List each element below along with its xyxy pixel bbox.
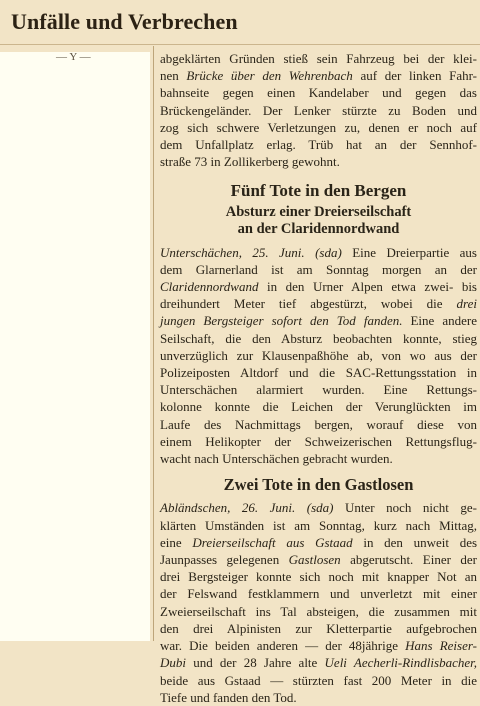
body-text: der Felswand festklammern und unverletzt mit einer — [160, 586, 477, 602]
body-text: Unter noch nicht ge- — [333, 500, 477, 516]
article-1-body — [160, 244, 477, 468]
body-text: klärten Umständen ist am Sonntag, kurz nach Mittag, — [160, 517, 477, 533]
text-line — [160, 603, 477, 620]
adjacent-column-blank — [0, 52, 150, 641]
text-line — [160, 347, 477, 364]
section-heading: Unfälle und Verbrechen — [11, 9, 238, 34]
text-line — [160, 244, 477, 261]
body-text: eine — [160, 534, 193, 550]
text-line — [160, 84, 477, 101]
italic-text: Dubi — [160, 655, 186, 671]
body-text: Unterschächen alarmiert wurden. Eine Rettungs- — [160, 382, 477, 398]
body-text: nen — [160, 68, 187, 84]
italic-text: Gastlosen — [288, 552, 341, 568]
text-line — [160, 568, 477, 585]
body-text: dem Unfallplatz erlag. Trüb hat an der Sennhof- — [160, 137, 477, 153]
body-text: abgeklärten Gründen stieß sein Fahrzeug bei der klei- — [160, 51, 477, 66]
body-text: Jaunpasses gelegenen — [160, 552, 289, 568]
column-rule — [153, 46, 154, 641]
body-text: auf der linken Fahr- — [352, 68, 477, 84]
text-line — [160, 398, 477, 415]
text-line — [160, 312, 477, 329]
text-line — [160, 499, 477, 516]
text-line — [160, 433, 477, 450]
text-line — [160, 278, 477, 295]
text-line — [160, 381, 477, 398]
subheadline-line-2: an der Claridennordwand — [237, 220, 400, 237]
body-text: in den unweit des — [352, 534, 478, 550]
text-line — [160, 637, 477, 654]
body-text: und der 28 Jahre alte — [186, 655, 325, 671]
text-line — [160, 102, 477, 119]
body-text: in den Urner Alpen etwa zwei- bis — [258, 279, 477, 295]
intro-paragraph — [160, 50, 477, 170]
body-text: wacht nach Unterschächen gebracht wurden. — [160, 451, 393, 467]
article-2-body — [160, 499, 477, 705]
text-line — [160, 672, 477, 689]
body-text: dreihundert Meter tief abgestürzt, wobei die — [160, 296, 457, 312]
adjacent-column-fragment — [56, 49, 146, 56]
body-text: unverzüglich zur Klausenpaßhöhe ab, von wo aus der — [160, 347, 477, 363]
text-line — [160, 416, 477, 433]
text-line — [160, 450, 477, 467]
body-text: beide aus Gstaad — stürzten fast 200 Meter in die — [160, 672, 477, 688]
body-text: den drei Alpinisten zur Kletterpartie aufgebrochen — [160, 620, 477, 636]
body-text: einem Helikopter der Schweizerischen Rettungsflug- — [160, 433, 477, 449]
body-text: Brückengeländer. Der Lenker stürzte zu Boden und — [160, 102, 477, 118]
text-line — [160, 261, 477, 278]
italic-text: Abländschen, 26. Juni. (sda) — [160, 500, 334, 516]
text-line — [160, 551, 477, 568]
text-line — [160, 364, 477, 381]
body-text: Polizeiposten Altdorf und die SAC-Rettungsstation in — [160, 365, 477, 381]
italic-text: Brücke über den Wehrenbach — [186, 68, 353, 84]
body-text: Eine andere — [402, 313, 477, 329]
body-text: war. Die beiden anderen — der 48jährige — [160, 638, 406, 654]
body-text: Laufe des Nachmittags bergen, worauf diese von — [160, 416, 477, 432]
text-line — [160, 654, 477, 671]
text-line — [160, 136, 477, 153]
text-line — [160, 295, 477, 312]
italic-text: Dreierseilschaft aus Gstaad — [192, 534, 353, 550]
body-text: straße 73 in Zollikerberg gewohnt. — [160, 154, 340, 170]
article-column — [160, 50, 477, 706]
text-line — [160, 50, 477, 67]
text-line — [160, 153, 477, 170]
headline-zwei-tote: Zwei Tote in den Gastlosen — [223, 475, 414, 495]
text-line — [160, 534, 477, 551]
text-line — [160, 517, 477, 534]
body-text: drei Bergsteiger konnte sich noch mit knapper Not an — [160, 569, 477, 585]
italic-text: Hans Reiser- — [405, 638, 477, 654]
body-text: Zweierseilschaft ins Tal absteigen, die zusammen mit — [160, 603, 477, 619]
body-text: Seilschaft, die den Absturz beobachten konnte, stieg — [160, 330, 477, 346]
body-text: Tiefe und fanden den Tod. — [160, 689, 297, 705]
text-line — [160, 620, 477, 637]
text-line — [160, 119, 477, 136]
italic-text: Unterschächen, 25. Juni. (sda) — [160, 244, 342, 260]
text-line — [160, 585, 477, 602]
text-line — [160, 330, 477, 347]
body-text: bahnseite gegen einen Kandelaber und gegen das — [160, 85, 477, 101]
body-text: Eine Dreierpartie aus — [341, 244, 477, 260]
italic-text: jungen Bergsteiger sofort den Tod fanden. — [160, 313, 403, 329]
body-text: zog sich schwere Verletzungen zu, denen er noch auf — [160, 119, 477, 135]
body-text: abgerutscht. Einer der — [340, 552, 477, 568]
text-line — [160, 689, 477, 706]
body-text: kolonne konnte die Leichen der Verunglückten im — [160, 399, 477, 415]
italic-text: drei — [456, 296, 477, 312]
section-divider — [0, 44, 480, 45]
body-text: dem Glarnerland ist am Sonntag morgen an der — [160, 261, 477, 277]
subheadline — [160, 204, 477, 238]
subheadline-line-1: Absturz einer Dreierseilschaft — [225, 203, 412, 220]
italic-text: Claridennordwand — [160, 279, 259, 295]
text-line — [160, 67, 477, 84]
italic-text: Ueli Aecherli-Rindlisbacher, — [324, 655, 477, 671]
headline-fuenf-tote: Fünf Tote in den Bergen — [230, 181, 407, 201]
